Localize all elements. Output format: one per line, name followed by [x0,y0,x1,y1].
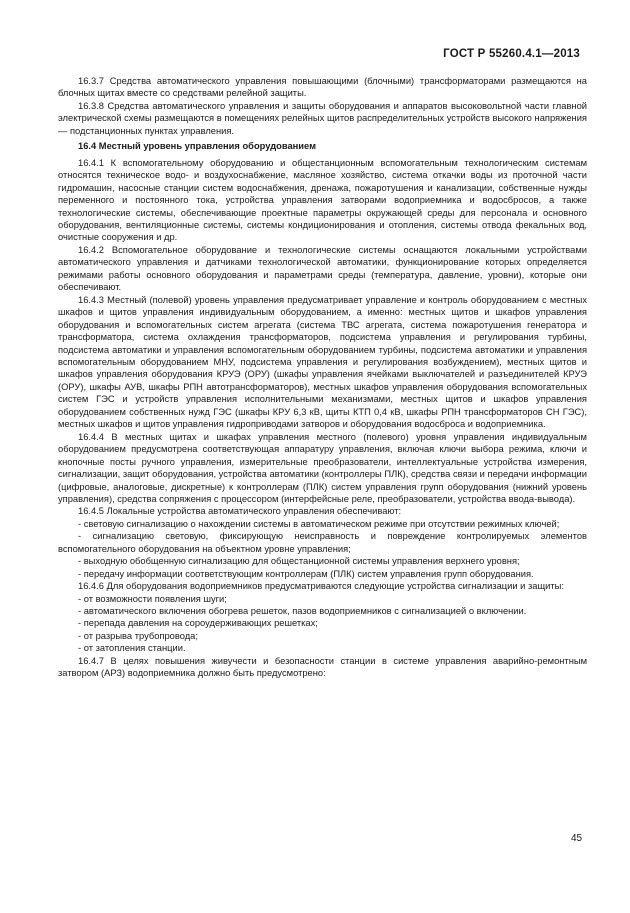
paragraph-16-4-4: 16.4.4 В местных щитах и шкафах управления местного (полевого) уровня управления индивидуальным оборудованием предусмотрена соответствующая аппаратуру управления, включая ключи выбора режима, ключи и кнопочные посты ручного управления, измерительные преобразователи, интеллектуальные устройства измерения, сигнализации, защит оборудования, устройства автоматики (контроллеры ПЛК), средства связи и передачи информации (цифровые, аналоговые, дискретные) к контроллерам (ПЛК) систем управления групп оборудования (нижний уровень управления), средства сопряжения с процессором (интерфейсные реле, преобразователи, устройства ввода-вывода). [58,431,587,504]
section-title-16-4: 16.4 Местный уровень управления оборудованием [78,141,317,152]
list-item: - перепада давления на сороудерживающих решетках; [78,618,318,629]
list-item: - автоматического включения обогрева решеток, пазов водоприемников с сигнализацией о включении. [78,606,527,617]
paragraph-16-4-3: 16.4.3 Местный (полевой) уровень управления предусматривает управление и контроль оборудованием с местных шкафов и щитов управления индивидуальным оборудованием, а именно: местных щитов и шкафов управления оборудования и вспомогательных систем агрегата (система ТВС агрегата, система пожаротушения генератора и трансформатора, система охлаждения трансформаторов, подсистема управления и регулирования турбины, подсистема автоматики и управления вспомогательным оборудованием турбины, подсистема автоматики и управления вспомогательным оборудованием МНУ, подсистема управления и регулирования возбуждением), местных щитов и шкафов управления оборудования КРУЭ (ОРУ) (шкафы управления ячейками выключателей и разъединителей КРУЭ (ОРУ), шкафы АУВ, шкафы РПН автотрансформаторов), местных шкафов управления оборудования вспомогательных систем ГЭС и устройств управления исполнительными механизмами, местных щитов и шкафов управления оборудованием собственных нужд ГЭС (шкафы КРУ 6,3 кВ, щиты КТП 0,4 кВ, шкафы РПН трансформаторов СН ГЭС), местных шкафов и щитов управления гидроприводами затворов и оборудования водосброса и водоприемника. [58,294,587,430]
paragraph-16-3-7: 16.3.7 Средства автоматического управления повышающими (блочными) трансформаторами размещаются на блочных щитах вместе со средствами релейной защиты. [58,76,587,99]
paragraph-16-3-8: 16.3.8 Средства автоматического управления и защиты оборудования и аппаратов высоковольтной части главной электрической схемы размещаются в помещениях релейных щитов распределительных устройств высокого напряжения — подстанционных пунктах управления. [58,100,587,136]
list-item: - передачу информации соответствующим контроллерам (ПЛК) систем управления групп оборудования. [78,568,534,579]
list-item: - от возможности появления шуги; [78,593,227,604]
list-item: - световую сигнализацию о нахождении системы в автоматическом режиме при отсутствии режимных ключей; [78,518,560,529]
document-body [58,75,587,680]
paragraph-16-4-1: 16.4.1 К вспомогательному оборудованию и общестанционным вспомогательным технологическим системам относятся техническое водо- и воздухоснабжение, масляное хозяйство, система откачки воды из проточной части гидромашин, насосные станции систем водоснабжения, дренажа, пожаротушения и канализации, собственные нужды переменного и постоянного тока, устройства управления затворами водоприемника и водосбросов, а также технологические системы, обеспечивающие проектные параметры окружающей среды для персонала и основного оборудования, вентиляционные системы, системы кондиционирования и отопления, системы отвода фекальных вод, очистные сооружения и др. [58,157,587,243]
list-item: - от разрыва трубопровода; [78,630,198,641]
paragraph-16-4-2: 16.4.2 Вспомогательное оборудование и технологические системы оснащаются локальными устройствами автоматического управления и датчиками технологической автоматики, функционирование которых определяется режимами работы основного оборудования и параметрами среды (температура, давление, уровни), которые они обеспечивают. [58,244,587,293]
paragraph-16-4-5: 16.4.5 Локальные устройства автоматического управления обеспечивают: [78,506,402,517]
page-number: 45 [571,833,583,844]
list-item: - сигнализацию световую, фиксирующую неисправность и повреждение контролируемых элементов вспомогательного оборудования на объектном уровне управления; [58,531,587,554]
paragraph-16-4-6: 16.4.6 Для оборудования водоприемников предусматриваются следующие устройства сигнализации и защиты: [78,581,564,592]
paragraph-16-4-7: 16.4.7 В целях повышения живучести и безопасности станции в системе управления аварийно-ремонтным затвором (АРЗ) водоприемника должно быть предусмотрено: [58,655,587,679]
list-item: - от затопления станции. [78,643,186,654]
document-header: ГОСТ Р 55260.4.1—2013 [443,48,580,60]
list-item: - выходную обобщенную сигнализацию для общестанционной системы управления верхнего уровня; [78,556,520,567]
